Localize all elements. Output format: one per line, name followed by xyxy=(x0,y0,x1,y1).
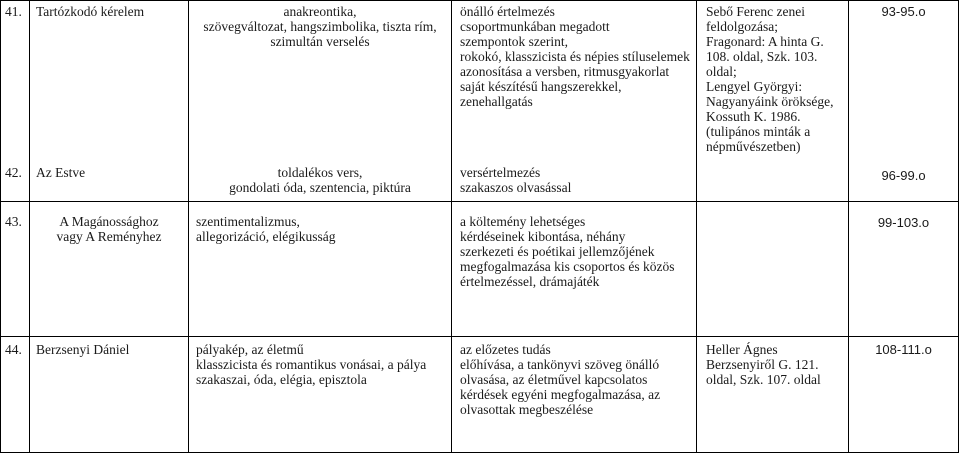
row-number: 43. xyxy=(5,214,22,229)
table-border xyxy=(0,0,1,453)
pages-cell: 108-111.o xyxy=(875,342,932,357)
row-divider xyxy=(0,336,959,337)
column-divider xyxy=(188,0,189,453)
column-divider xyxy=(451,0,452,453)
activities-cell: az előzetes tudás előhívása, a tankönyvi szöveg önálló olvasása, az életművel kapcsolatos kérdések egyéni megfogalmazása, az olvasottak megbeszélése xyxy=(460,342,661,417)
table-border xyxy=(0,0,959,1)
concepts-cell: pályakép, az életmű klasszicista és romantikus vonásai, a pálya szakaszai, óda, elégia, episztola xyxy=(196,342,427,387)
row-number: 41. xyxy=(5,4,22,19)
activities-cell: önálló értelmezés csoportmunkában megadott szempontok szerint, rokokó, klasszicista és népies stíluselemek azonosítása a versben, ritmusgyakorlat saját készítésű hangszerekkel, zenehallgatás xyxy=(460,4,690,109)
row-divider xyxy=(0,201,959,202)
activities-cell: a költemény lehetséges kérdéseinek kibontása, néhány szerkezeti és poétikai jellemzőjének megfogalmazása kis csoportos és közös értelmezéssel, drámajáték xyxy=(460,214,675,289)
concepts-cell: anakreontika, szövegváltozat, hangszimbolika, tiszta rím, szimultán verselés xyxy=(203,4,437,49)
lesson-title: Berzsenyi Dániel xyxy=(36,342,130,357)
lesson-title: A Magánossághoz vagy A Reményhez xyxy=(56,214,162,244)
pages-cell: 93-95.o xyxy=(881,4,926,19)
concepts-cell: szentimentalizmus, allegorizáció, elégikusság xyxy=(196,214,336,244)
pages-cell: 99-103.o xyxy=(877,215,930,230)
row-number: 44. xyxy=(5,342,22,357)
lesson-title: Az Estve xyxy=(36,165,86,180)
resources-cell: Sebő Ferenc zenei feldolgozása; Fragonard: A hinta G. 108. oldal, Szk. 103. oldal; Lengyel Györgyi: Nagyanyáink öröksége, Kossuth K. 1986. (tulipános minták a népművészetben) xyxy=(706,4,834,154)
lesson-title: Tartózkodó kérelem xyxy=(36,4,145,19)
activities-cell: versértelmezés szakaszos olvasással xyxy=(460,165,572,195)
column-divider xyxy=(696,0,697,453)
pages-cell: 96-99.o xyxy=(881,168,926,183)
resources-cell: Heller Ágnes Berzsenyiről G. 121. oldal, Szk. 107. oldal xyxy=(706,342,821,387)
row-number: 42. xyxy=(5,165,22,180)
concepts-cell: toldalékos vers, gondolati óda, szentencia, piktúra xyxy=(229,165,411,195)
